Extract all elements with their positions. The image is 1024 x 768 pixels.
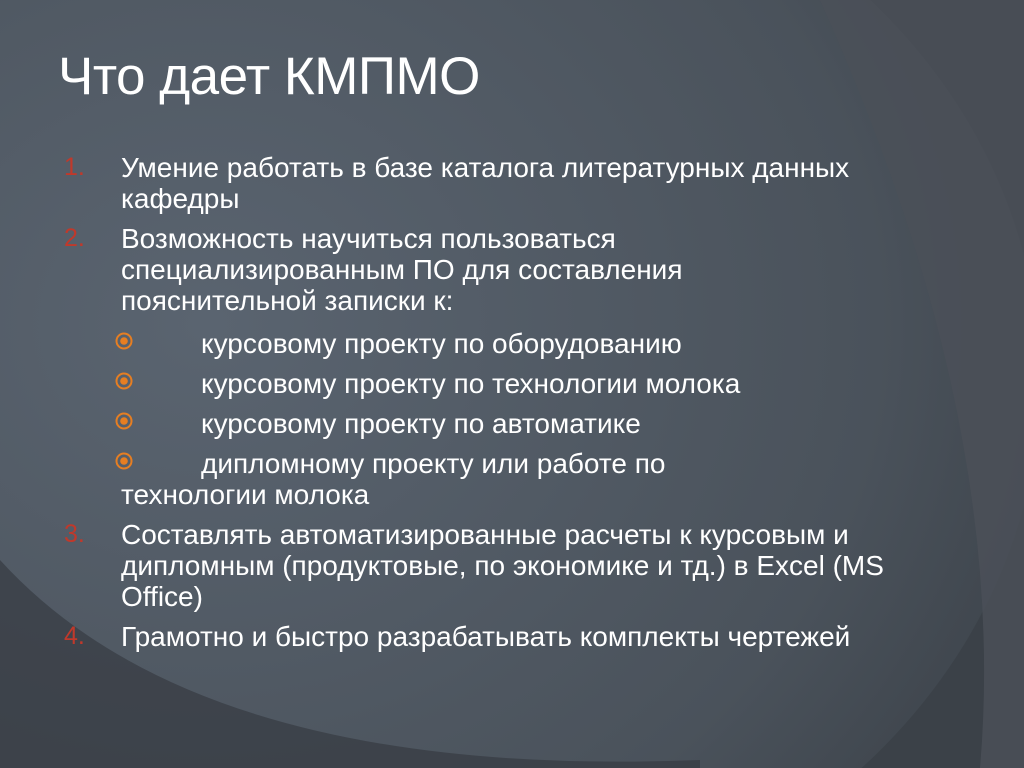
item-number: 4.: [64, 622, 85, 650]
list-item: [64, 223, 884, 510]
list-item: [64, 152, 884, 214]
sub-item-text: курсовому проекту по автоматике: [201, 408, 641, 439]
sub-list-item: [121, 448, 884, 510]
target-bullet-icon: [114, 451, 134, 471]
sub-item-text-continued: технологии молока: [121, 479, 370, 510]
item-text: Умение работать в базе каталога литературных данных кафедры: [121, 152, 850, 214]
item-text: Возможность научиться пользоваться специализированным ПО для составления пояснительной записки к:: [121, 223, 683, 316]
item-number: 2.: [64, 224, 85, 252]
target-bullet-icon: [114, 331, 134, 351]
target-bullet-icon: [114, 371, 134, 391]
item-text: Грамотно и быстро разрабатывать комплекты чертежей: [121, 621, 851, 652]
item-text: Составлять автоматизированные расчеты к курсовым и дипломным (продуктовые, по экономике и тд.) в Excel (MS Office): [121, 519, 884, 612]
item-number: 3.: [64, 520, 85, 548]
target-bullet-icon: [114, 411, 134, 431]
sub-list-item: [121, 408, 884, 439]
list-item: [64, 621, 884, 652]
content-list: [64, 152, 884, 661]
slide-title: Что дает КМПМО: [58, 47, 480, 106]
item-number: 1.: [64, 153, 85, 181]
sub-list: [121, 328, 884, 510]
sub-item-text: курсовому проекту по оборудованию: [201, 328, 682, 359]
list-item: [64, 519, 884, 612]
sub-item-text: курсовому проекту по технологии молока: [201, 368, 741, 399]
sub-item-text: дипломному проекту или работе по: [201, 448, 666, 479]
sub-list-item: [121, 328, 884, 359]
sub-list-item: [121, 368, 884, 399]
